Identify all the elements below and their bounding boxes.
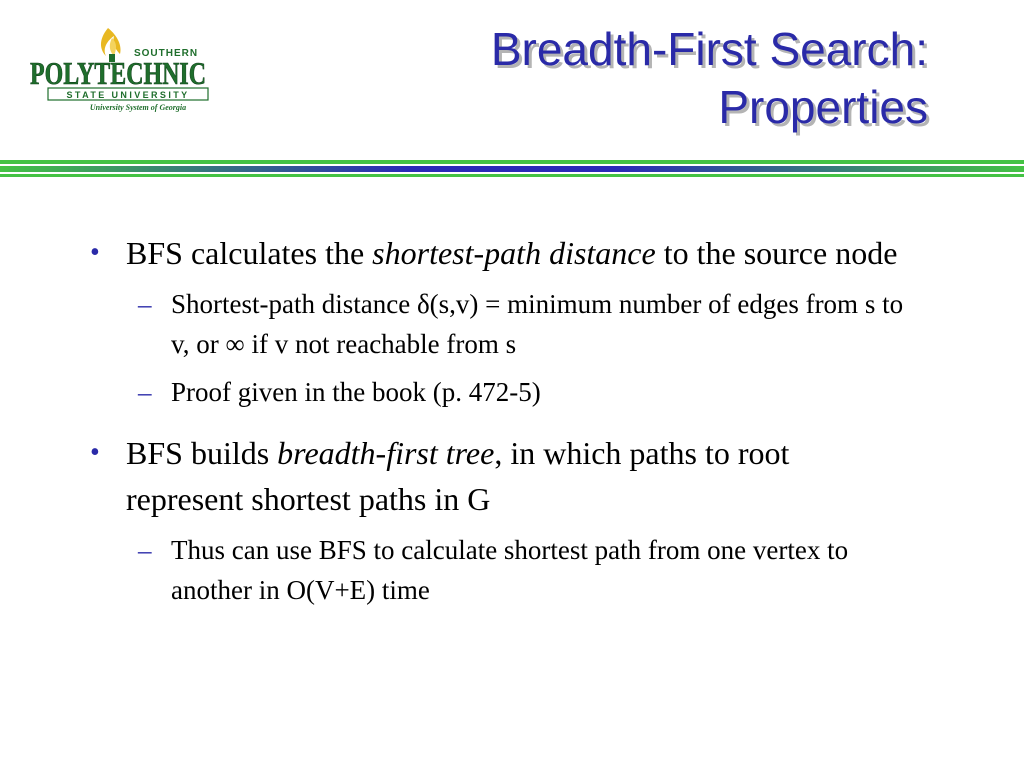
- stripe-bottom: [0, 174, 1024, 177]
- header-divider: [0, 158, 1024, 180]
- sub-bullet-item: [0, 284, 1024, 364]
- bullet-text-pre: BFS builds: [126, 435, 278, 471]
- slide-title: [491, 20, 928, 136]
- logo-sub-text: STATE UNIVERSITY: [66, 90, 190, 100]
- bullet-text-post: to the source node: [655, 235, 898, 271]
- stripe-middle: [0, 166, 1024, 172]
- sub-bullet-text: Proof given in the book (p. 472-5): [171, 377, 541, 407]
- dash-icon: –: [138, 289, 152, 319]
- title-line-2: Properties: [718, 81, 928, 133]
- bullet-icon: •: [90, 437, 100, 468]
- logo-top-text: SOUTHERN: [133, 48, 199, 59]
- dash-icon: –: [138, 377, 152, 407]
- logo-graphic: [28, 26, 214, 116]
- sub-bullet-item: [0, 530, 1024, 610]
- dash-icon: –: [138, 535, 152, 565]
- bullet-text-post: , in which paths to root represent shortest paths in G: [126, 435, 790, 517]
- sub-bullet-item: [0, 372, 1024, 412]
- sub-bullet-text: Shortest-path distance δ(s,v) = minimum number of edges from s to v, or ∞ if v not reachable from s: [171, 289, 904, 359]
- bullet-text-emphasis: breadth-first tree: [277, 435, 495, 471]
- bullet-item: [0, 230, 1024, 276]
- stripe-top: [0, 160, 1024, 164]
- bullet-item: [0, 430, 1024, 522]
- sub-bullet-text: Thus can use BFS to calculate shortest path from one vertex to another in O(V+E) time: [171, 535, 849, 605]
- logo-system-text: University System of Georgia: [89, 103, 187, 112]
- bullet-icon: •: [90, 237, 100, 268]
- header-stripes: [0, 158, 1024, 180]
- university-logo: [28, 26, 214, 116]
- bullet-text-emphasis: shortest-path distance: [372, 235, 656, 271]
- logo-main-text: POLYTECHNIC: [30, 55, 206, 91]
- bullet-text-pre: BFS calculates the: [126, 235, 373, 271]
- slide-body: [0, 230, 1024, 610]
- title-line-1: Breadth-First Search:: [490, 23, 928, 75]
